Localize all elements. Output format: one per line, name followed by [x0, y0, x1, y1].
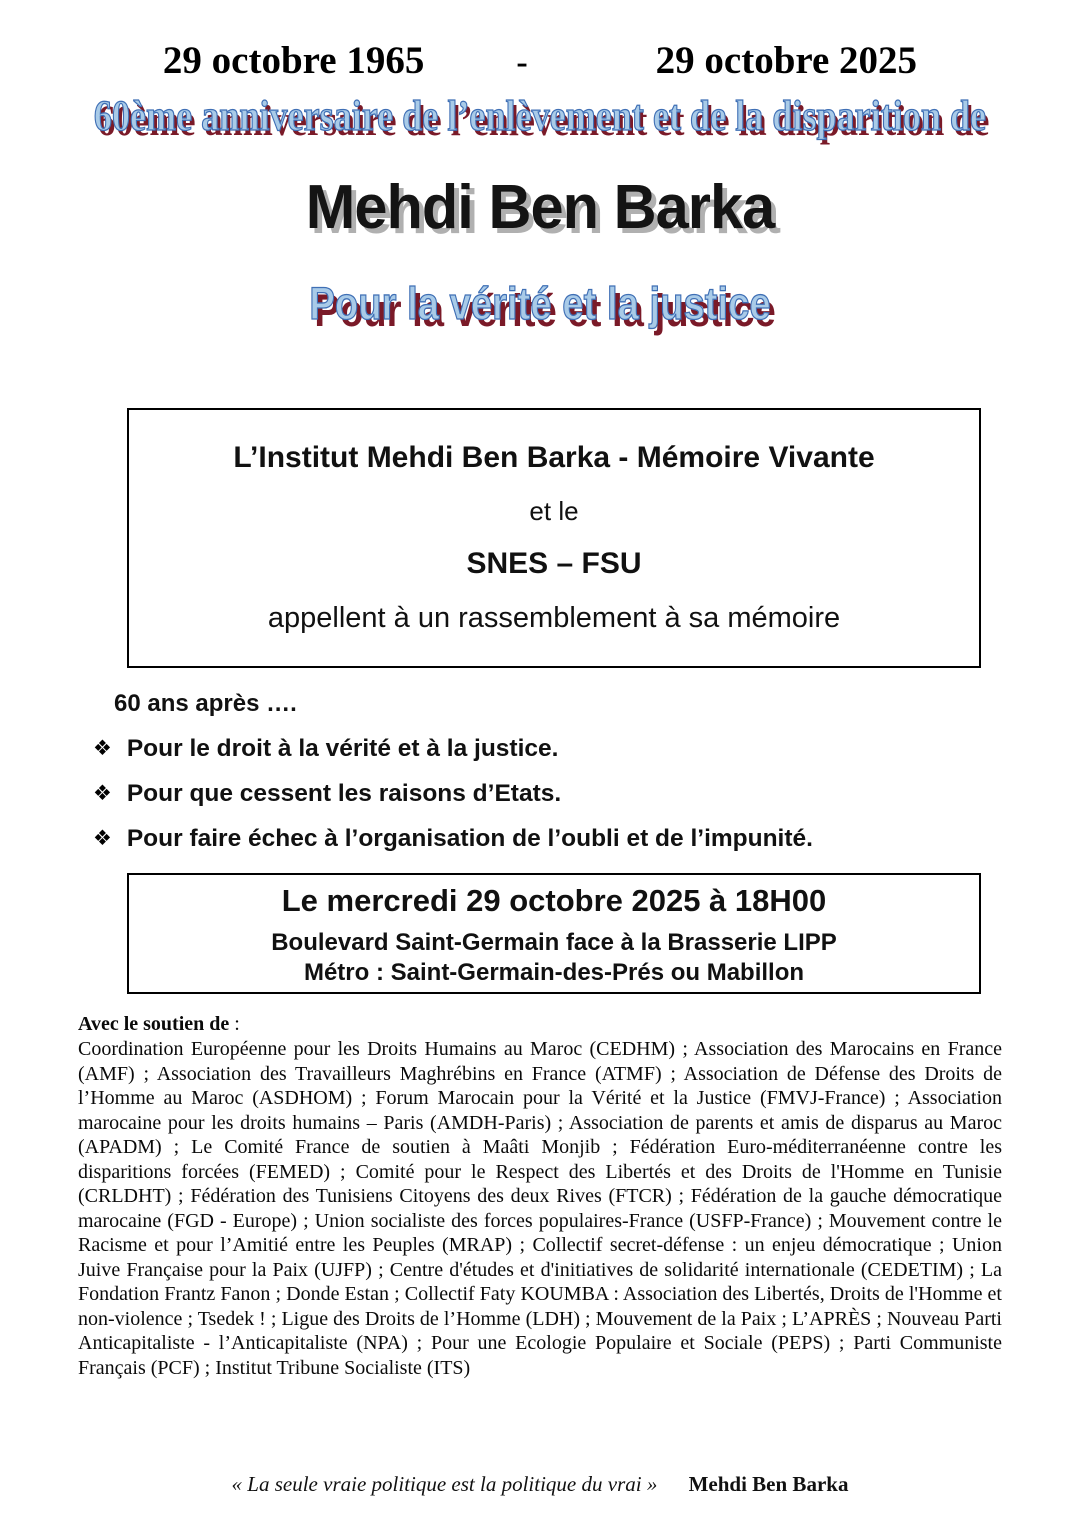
diamond-bullet-icon: ❖: [93, 827, 112, 850]
event-datetime: Le mercredi 29 octobre 2025 à 18H00: [281, 883, 827, 918]
announcement-union: SNES – FSU: [466, 547, 642, 581]
diamond-bullet-icon: ❖: [93, 737, 112, 760]
date-start: 29 octobre 1965: [162, 39, 425, 82]
demands-list: [93, 733, 813, 868]
quote-text: « La seule vraie politique est la politique du vrai »: [231, 1472, 658, 1496]
subheading-60-ans: 60 ans après ….: [114, 690, 297, 717]
page-title: Mehdi Ben Barka: [305, 173, 775, 242]
diamond-bullet-icon: ❖: [93, 782, 112, 805]
list-item: [93, 733, 813, 764]
event-metro: Métro : Saint-Germain-des-Prés ou Mabillon: [303, 959, 805, 986]
event-box: [127, 873, 981, 994]
announcement-box: [127, 408, 981, 668]
list-item: [93, 778, 813, 809]
supporters-paragraph: Coordination Européenne pour les Droits Humains au Maroc (CEDHM) ; Association des Marocains en France (AMF) ; Association des Travailleurs Maghrébins en France (ATMF) ; Association de Défense des Droits de l’Homme au Maroc (ASDHOM) ; Forum Marocain pour la Vérité et la Justice (FMVJ-France) ; Association marocaine pour les droits humains – Paris (AMDH-Paris) ; Association de parents et amis de disparus au Maroc (APADM) ; Le Comité France de soutien à Maâti Monjib ; Fédération Euro-méditerranéenne contre les disparitions forcées (FEMED) ; Comité pour le Respect des Libertés et des Droits de l'Homme en Tunisie (CRLDHT) ; Fédération des Tunisiens Citoyens des deux Rives (FTCR) ; Fédération de la gauche démocratique marocaine (FGD - Europe) ; Union socialiste des forces populaires-France (USFP-France) ; Mouvement contre le Racisme et pour l’Amitié entre les Peuples (MRAP) ; Collectif secret-défense : un enjeu démocratique ; Union Juive Française pour la Paix (UJFP) ; Centre d'études et d'initiatives de solidarité internationale (CEDETIM) ; La Fondation Frantz Fanon ; Donde Estan ; Collectif Faty KOUMBA : Association des Libertés, Droits de l'Homme et non-violence ; Tsedek ! ; Ligue des Droits de l’Homme (LDH) ; Mouvement de la Paix ; L’APRÈS ; Nouveau Parti Anticapitaliste - l’Anticapitaliste (NPA) ; Pour une Ecologie Populaire et Sociale (PEPS) ; Parti Communiste Français (PCF) ; Institut Tribune Socialiste (ITS): [78, 1038, 1002, 1379]
date-end: 29 octobre 2025: [655, 39, 918, 82]
announcement-organizer: L’Institut Mehdi Ben Barka - Mémoire Vivante: [233, 440, 875, 474]
anniversary-wordart: 60ème anniversaire de l’enlèvement et de la disparition de: [93, 93, 987, 140]
header-dates: [0, 38, 1080, 83]
supporters-heading: [78, 1012, 1002, 1037]
list-item: [93, 823, 813, 854]
announcement-connector: et le: [529, 495, 579, 526]
list-item-label: Pour faire échec à l’organisation de l’oubli et de l’impunité.: [126, 824, 813, 852]
event-location: Boulevard Saint-Germain face à la Brasserie LIPP: [271, 929, 837, 956]
date-separator: -: [516, 44, 528, 81]
supporters-label: Avec le soutien de: [78, 1013, 230, 1035]
quote-author: Mehdi Ben Barka: [688, 1472, 849, 1496]
announcement-call: appellent à un rassemblement à sa mémoire: [267, 602, 841, 635]
footer-quote: [0, 1472, 1080, 1497]
supporters-section: [78, 1012, 1002, 1380]
list-item-label: Pour le droit à la vérité et à la justice.: [126, 734, 559, 762]
motto-wordart: Pour la vérité et la justice: [309, 278, 771, 329]
supporters-label-suffix: :: [229, 1013, 240, 1035]
list-item-label: Pour que cessent les raisons d’Etats.: [126, 779, 562, 807]
